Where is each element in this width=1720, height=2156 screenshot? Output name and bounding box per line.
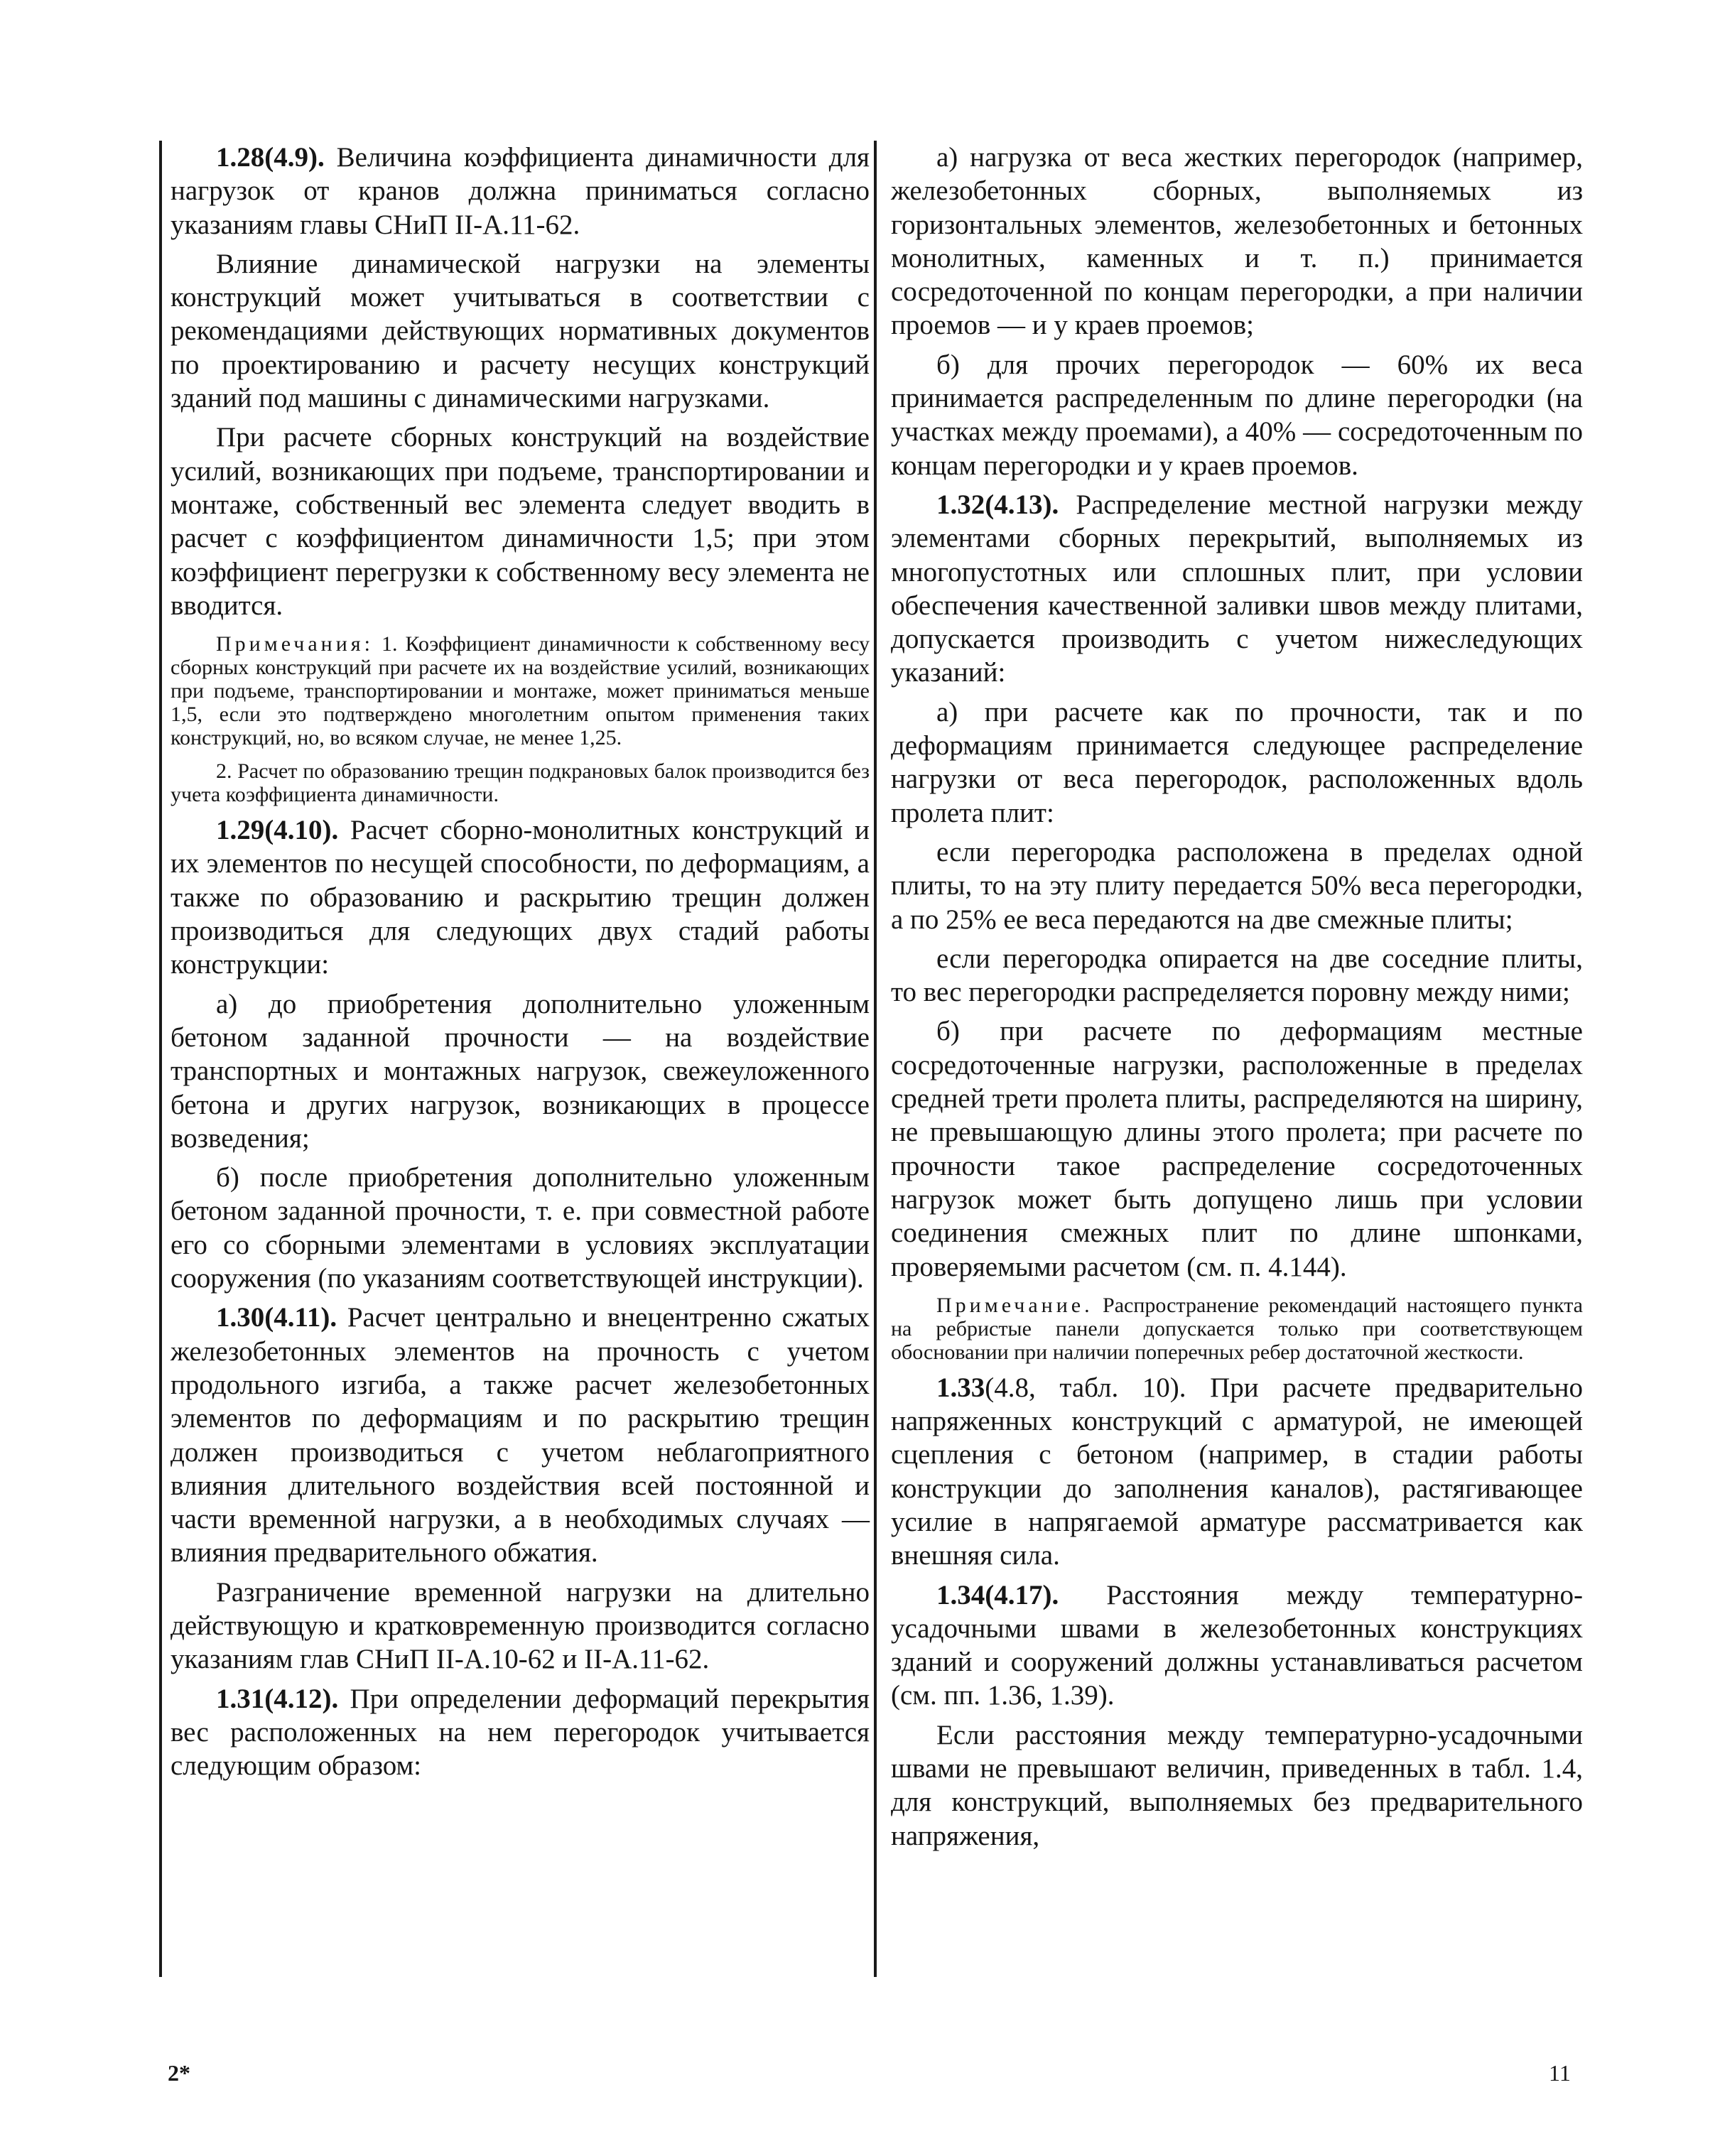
- note-label: Примечание.: [936, 1293, 1093, 1317]
- paragraph-text: Величина коэффициента динамичности для нагрузок от кранов должна приниматься согласно указаниям главы СНиП II-А.11-62.: [171, 142, 870, 240]
- signature-mark: 2*: [168, 2060, 190, 2086]
- section-number: 1.32(4.13).: [936, 489, 1059, 520]
- note-text: Распространение рекомендаций настоящего пункта на ребристые панели допускается только при соответствующем обосновании при наличии поперечных ребер достаточной жесткости.: [891, 1293, 1583, 1364]
- paragraph-joint-distance: Если расстояния между температурно-усадочными швами не превышают величин, приведенных в табл. 1.4, для конструкций, выполняемых без предварительного напряжения,: [891, 1719, 1583, 1851]
- paragraph-1-32: [891, 488, 1583, 690]
- paragraph-text: Расчет сборно-монолитных конструкций и их элементов по несущей способности, по деформациям, а также по образованию и раскрытию трещин должен производиться для следующих двух стадий работы конструкции:: [171, 815, 870, 980]
- paragraph-one-plate: если перегородка расположена в пределах одной плиты, то на эту плиту передается 50% веса перегородки, а по 25% ее веса передаются на две смежные плиты;: [891, 836, 1583, 935]
- paragraph-text: При расчете предварительно напряженных конструкций с арматурой, не имеющей сцепления с бетоном (например, в стадии работы конструкции до заполнения каналов), растягивающее усилие в напрягаемой арматуре рассматривается как внешняя сила.: [891, 1372, 1583, 1571]
- paragraph-1-33: [891, 1371, 1583, 1573]
- paragraph-dynamic-load: Влияние динамической нагрузки на элементы конструкций может учитываться в соответствии с рекомендациями действующих нормативных документов по проектированию и расчету несущих конструкций зданий под машины с динамическими нагрузками.: [171, 248, 870, 414]
- section-number: 1.34(4.17).: [936, 1579, 1059, 1610]
- paragraph-two-plates: если перегородка опирается на две соседние плиты, то вес перегородки распределяется поровну между ними;: [891, 943, 1583, 1008]
- left-column: [171, 141, 870, 1788]
- section-reference: (4.8, табл. 10).: [985, 1372, 1186, 1403]
- list-item-a: а) нагрузка от веса жестких перегородок (например, железобетонных сборных, выполняемых из горизонтальных элементов, железобетонных и бетонных монолитных, каменных и т. п.) принимается сосредоточенной по концам перегородки, а при наличии проемов — и у краев проемов;: [891, 142, 1583, 341]
- page-number: 11: [1549, 2060, 1571, 2086]
- section-number: 1.28(4.9).: [216, 142, 325, 173]
- paragraph-1-28: [171, 141, 870, 242]
- note-label: Примечания:: [216, 632, 374, 656]
- paragraph-1-31: [171, 1682, 870, 1783]
- paragraph-text: При определении деформаций перекрытия вес расположенных на нем перегородок учитывается следующим образом:: [171, 1683, 870, 1782]
- right-column: [891, 141, 1583, 1858]
- section-number: 1.31(4.12).: [216, 1683, 339, 1714]
- list-item-a: а) при расчете как по прочности, так и по деформациям принимается следующее распределение нагрузки от веса перегородок, расположенных вдоль пролета плит:: [891, 696, 1583, 828]
- section-number: 1.33: [936, 1372, 985, 1403]
- paragraph-text: Расстояния между температурно-усадочными швами в железобетонных конструкциях зданий и сооружений должны устанавливаться расчетом (см. пп. 1.36, 1.39).: [891, 1579, 1583, 1711]
- section-number: 1.29(4.10).: [216, 815, 339, 846]
- list-item-b: б) после приобретения дополнительно уложенным бетоном заданной прочности, т. е. при совместной работе его со сборными элементами в условиях эксплуатации сооружения (по указаниям соответствующей инструкции).: [171, 1162, 870, 1294]
- note-1: [171, 632, 870, 749]
- paragraph-load-split: Разграничение временной нагрузки на длительно действующую и кратковременную производится согласно указаниям глав СНиП II-А.10-62 и II-А.11-62.: [171, 1576, 870, 1675]
- list-item-b: б) при расчете по деформациям местные сосредоточенные нагрузки, расположенные в пределах средней трети пролета плиты, распределяются на ширину, не превышающую длины этого пролета; при расчете по прочности такое распределение сосредоточенных нагрузок может быть допущено лишь при условии соединения смежных плит по длине шпонками, проверяемыми расчетом (см. п. 4.144).: [891, 1016, 1583, 1282]
- paragraph-1-29: [171, 813, 870, 981]
- paragraph-text: Расчет центрально и внецентренно сжатых железобетонных элементов на прочность с учетом продольного изгиба, а также расчет железобетонных элементов по деформациям и по раскрытию трещин должен производиться с учетом неблагоприятного влияния длительного воздействия всей постоянной и части временной нагрузки, а в необходимых случаях — влияния предварительного обжатия.: [171, 1302, 870, 1569]
- left-margin-rule: [159, 141, 162, 1977]
- column-divider-rule: [874, 141, 877, 1977]
- list-item-a: а) до приобретения дополнительно уложенным бетоном заданной прочности — на воздействие транспортных и монтажных нагрузок, свежеуложенного бетона и других нагрузок, возникающих в процессе возведения;: [171, 988, 870, 1154]
- list-item-b: б) для прочих перегородок — 60% их веса принимается распределенным по длине перегородки (на участках между проемами), а 40% — сосредоточенным по концам перегородки и у краев проемов.: [891, 349, 1583, 481]
- paragraph-1-34: [891, 1578, 1583, 1713]
- note-2: 2. Расчет по образованию трещин подкрановых балок производится без учета коэффициента динамичности.: [171, 759, 870, 807]
- section-number: 1.30(4.11).: [216, 1302, 337, 1333]
- note: [891, 1294, 1583, 1364]
- paragraph-prefab-lifting: При расчете сборных конструкций на воздействие усилий, возникающих при подъеме, транспортировании и монтаже, собственный вес элемента следует вводить в расчет с коэффициентом динамичности 1,5; при этом коэффициент перегрузки к собственному весу элемента не вводится.: [171, 422, 870, 621]
- note-text: 1. Коэффициент динамичности к собственному весу сборных конструкций при расчете их на воздействие усилий, возникающих при подъеме, транспортировании и монтаже, может приниматься меньше 1,5, если это подтверждено многолетним опытом применения таких конструкций, но, во всяком случае, не менее 1,25.: [171, 632, 870, 750]
- paragraph-1-30: [171, 1301, 870, 1569]
- paragraph-text: Распределение местной нагрузки между элементами сборных перекрытий, выполняемых из многопустотных или сплошных плит, при условии обеспечения качественной заливки швов между плитами, допускается производить с учетом нижеследующих указаний:: [891, 489, 1583, 688]
